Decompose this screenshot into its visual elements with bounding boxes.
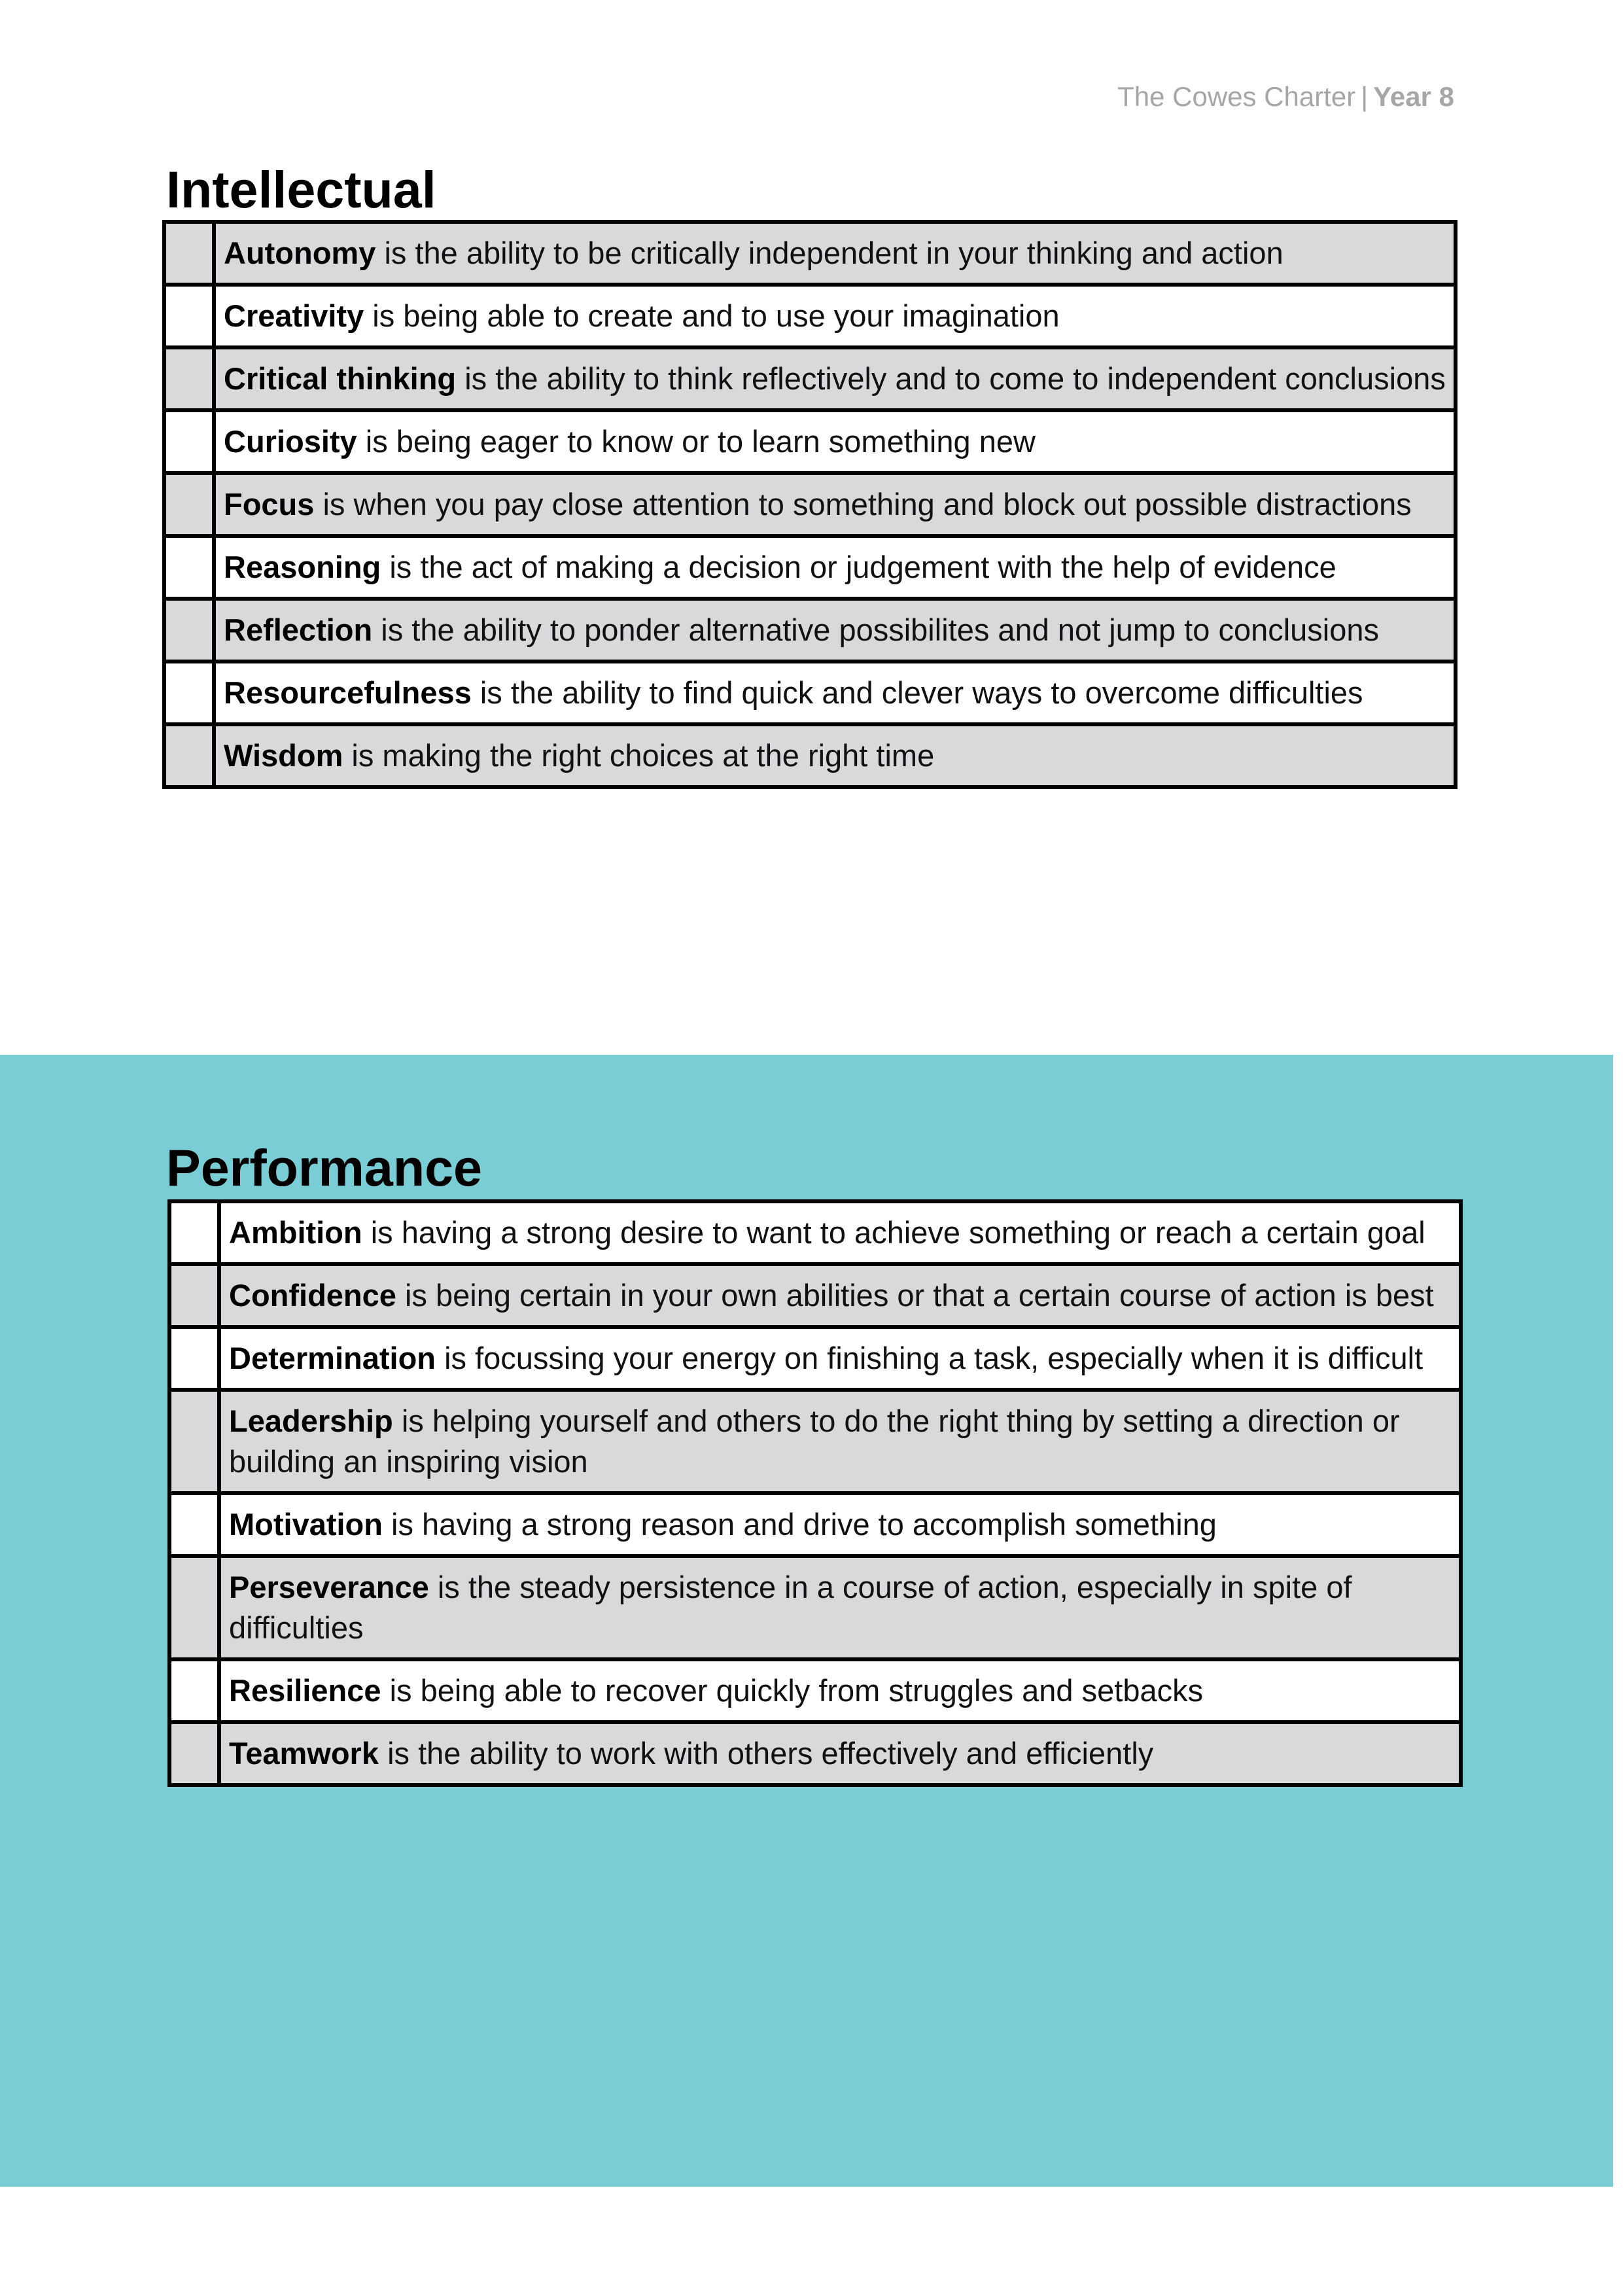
value-cell: [214, 285, 1456, 347]
checkbox[interactable]: [164, 347, 214, 410]
checkbox[interactable]: [169, 1556, 219, 1659]
value-cell: [214, 536, 1456, 599]
value-term: Reflection: [224, 612, 373, 647]
value-definition: is being able to recover quickly from struggles and setbacks: [389, 1673, 1204, 1708]
value-term: Wisdom: [224, 738, 343, 773]
checkbox[interactable]: [164, 410, 214, 473]
value-cell: [219, 1722, 1461, 1785]
value-cell: [219, 1493, 1461, 1556]
value-row-ambition: [169, 1201, 1461, 1264]
value-definition: is the steady persistence in a course of action, especially in spite of difficulties: [229, 1570, 1352, 1645]
checkbox[interactable]: [169, 1264, 219, 1327]
checkbox[interactable]: [164, 222, 214, 285]
page-header: [1117, 81, 1454, 113]
document-title: The Cowes Charter: [1117, 81, 1356, 112]
value-term: Teamwork: [229, 1736, 379, 1771]
value-definition: is making the right choices at the right time: [351, 738, 935, 773]
intellectual-values-body: [164, 222, 1456, 787]
checkbox[interactable]: [164, 599, 214, 662]
section-title-performance: Performance: [166, 1139, 482, 1197]
value-definition: is the ability to find quick and clever ways to overcome difficulties: [480, 675, 1363, 710]
value-definition: is the ability to ponder alternative possibilites and not jump to conclusions: [381, 612, 1380, 647]
value-term: Confidence: [229, 1278, 396, 1313]
value-term: Ambition: [229, 1215, 362, 1250]
value-definition: is being able to create and to use your imagination: [372, 298, 1060, 333]
value-row-leadership: [169, 1390, 1461, 1493]
checkbox[interactable]: [169, 1659, 219, 1722]
value-cell: [214, 347, 1456, 410]
performance-values-table: [167, 1199, 1463, 1787]
value-cell: [219, 1556, 1461, 1659]
year-label: Year 8: [1373, 81, 1454, 112]
checkbox[interactable]: [164, 285, 214, 347]
value-term: Critical thinking: [224, 361, 457, 396]
value-term: Curiosity: [224, 424, 357, 459]
value-definition: is being certain in your own abilities or that a certain course of action is best: [404, 1278, 1434, 1313]
value-definition: is helping yourself and others to do the right thing by setting a direction or building an inspiring vision: [229, 1404, 1400, 1479]
value-cell: [219, 1390, 1461, 1493]
checkbox[interactable]: [164, 536, 214, 599]
value-row-confidence: [169, 1264, 1461, 1327]
value-row-teamwork: [169, 1722, 1461, 1785]
checkbox[interactable]: [169, 1390, 219, 1493]
value-definition: is the ability to be critically independent in your thinking and action: [384, 236, 1283, 270]
checkbox[interactable]: [164, 662, 214, 724]
section-title-intellectual: Intellectual: [166, 160, 436, 219]
value-row-curiosity: [164, 410, 1456, 473]
value-row-focus: [164, 473, 1456, 536]
value-cell: [219, 1201, 1461, 1264]
value-term: Creativity: [224, 298, 364, 333]
checkbox[interactable]: [164, 473, 214, 536]
value-term: Reasoning: [224, 550, 381, 584]
value-definition: is the ability to think reflectively and to come to independent conclusions: [464, 361, 1446, 396]
value-row-autonomy: [164, 222, 1456, 285]
value-term: Perseverance: [229, 1570, 429, 1604]
value-row-motivation: [169, 1493, 1461, 1556]
value-row-resourcefulness: [164, 662, 1456, 724]
value-cell: [214, 662, 1456, 724]
value-row-critical-thinking: [164, 347, 1456, 410]
value-definition: is when you pay close attention to something and block out possible distractions: [323, 487, 1412, 521]
value-definition: is focussing your energy on finishing a task, especially when it is difficult: [444, 1341, 1423, 1375]
value-definition: is the act of making a decision or judgement with the help of evidence: [389, 550, 1336, 584]
value-term: Autonomy: [224, 236, 376, 270]
intellectual-values-table: [162, 220, 1457, 789]
value-cell: [219, 1264, 1461, 1327]
value-cell: [214, 724, 1456, 787]
value-row-resilience: [169, 1659, 1461, 1722]
value-term: Motivation: [229, 1507, 383, 1542]
value-definition: is the ability to work with others effectively and efficiently: [387, 1736, 1154, 1771]
value-cell: [214, 473, 1456, 536]
performance-values-body: [169, 1201, 1461, 1785]
value-definition: is having a strong desire to want to achieve something or reach a certain goal: [370, 1215, 1425, 1250]
header-separator: |: [1361, 81, 1369, 112]
checkbox[interactable]: [169, 1201, 219, 1264]
value-row-creativity: [164, 285, 1456, 347]
value-term: Resilience: [229, 1673, 381, 1708]
value-row-perseverance: [169, 1556, 1461, 1659]
value-cell: [214, 410, 1456, 473]
value-row-reasoning: [164, 536, 1456, 599]
value-term: Determination: [229, 1341, 436, 1375]
value-definition: is having a strong reason and drive to accomplish something: [391, 1507, 1217, 1542]
value-term: Resourcefulness: [224, 675, 472, 710]
checkbox[interactable]: [169, 1493, 219, 1556]
checkbox[interactable]: [169, 1327, 219, 1390]
value-cell: [219, 1327, 1461, 1390]
value-cell: [214, 599, 1456, 662]
checkbox[interactable]: [164, 724, 214, 787]
value-term: Focus: [224, 487, 315, 521]
value-row-wisdom: [164, 724, 1456, 787]
value-cell: [219, 1659, 1461, 1722]
value-cell: [214, 222, 1456, 285]
checkbox[interactable]: [169, 1722, 219, 1785]
value-row-determination: [169, 1327, 1461, 1390]
value-definition: is being eager to know or to learn something new: [365, 424, 1036, 459]
value-row-reflection: [164, 599, 1456, 662]
value-term: Leadership: [229, 1404, 393, 1438]
